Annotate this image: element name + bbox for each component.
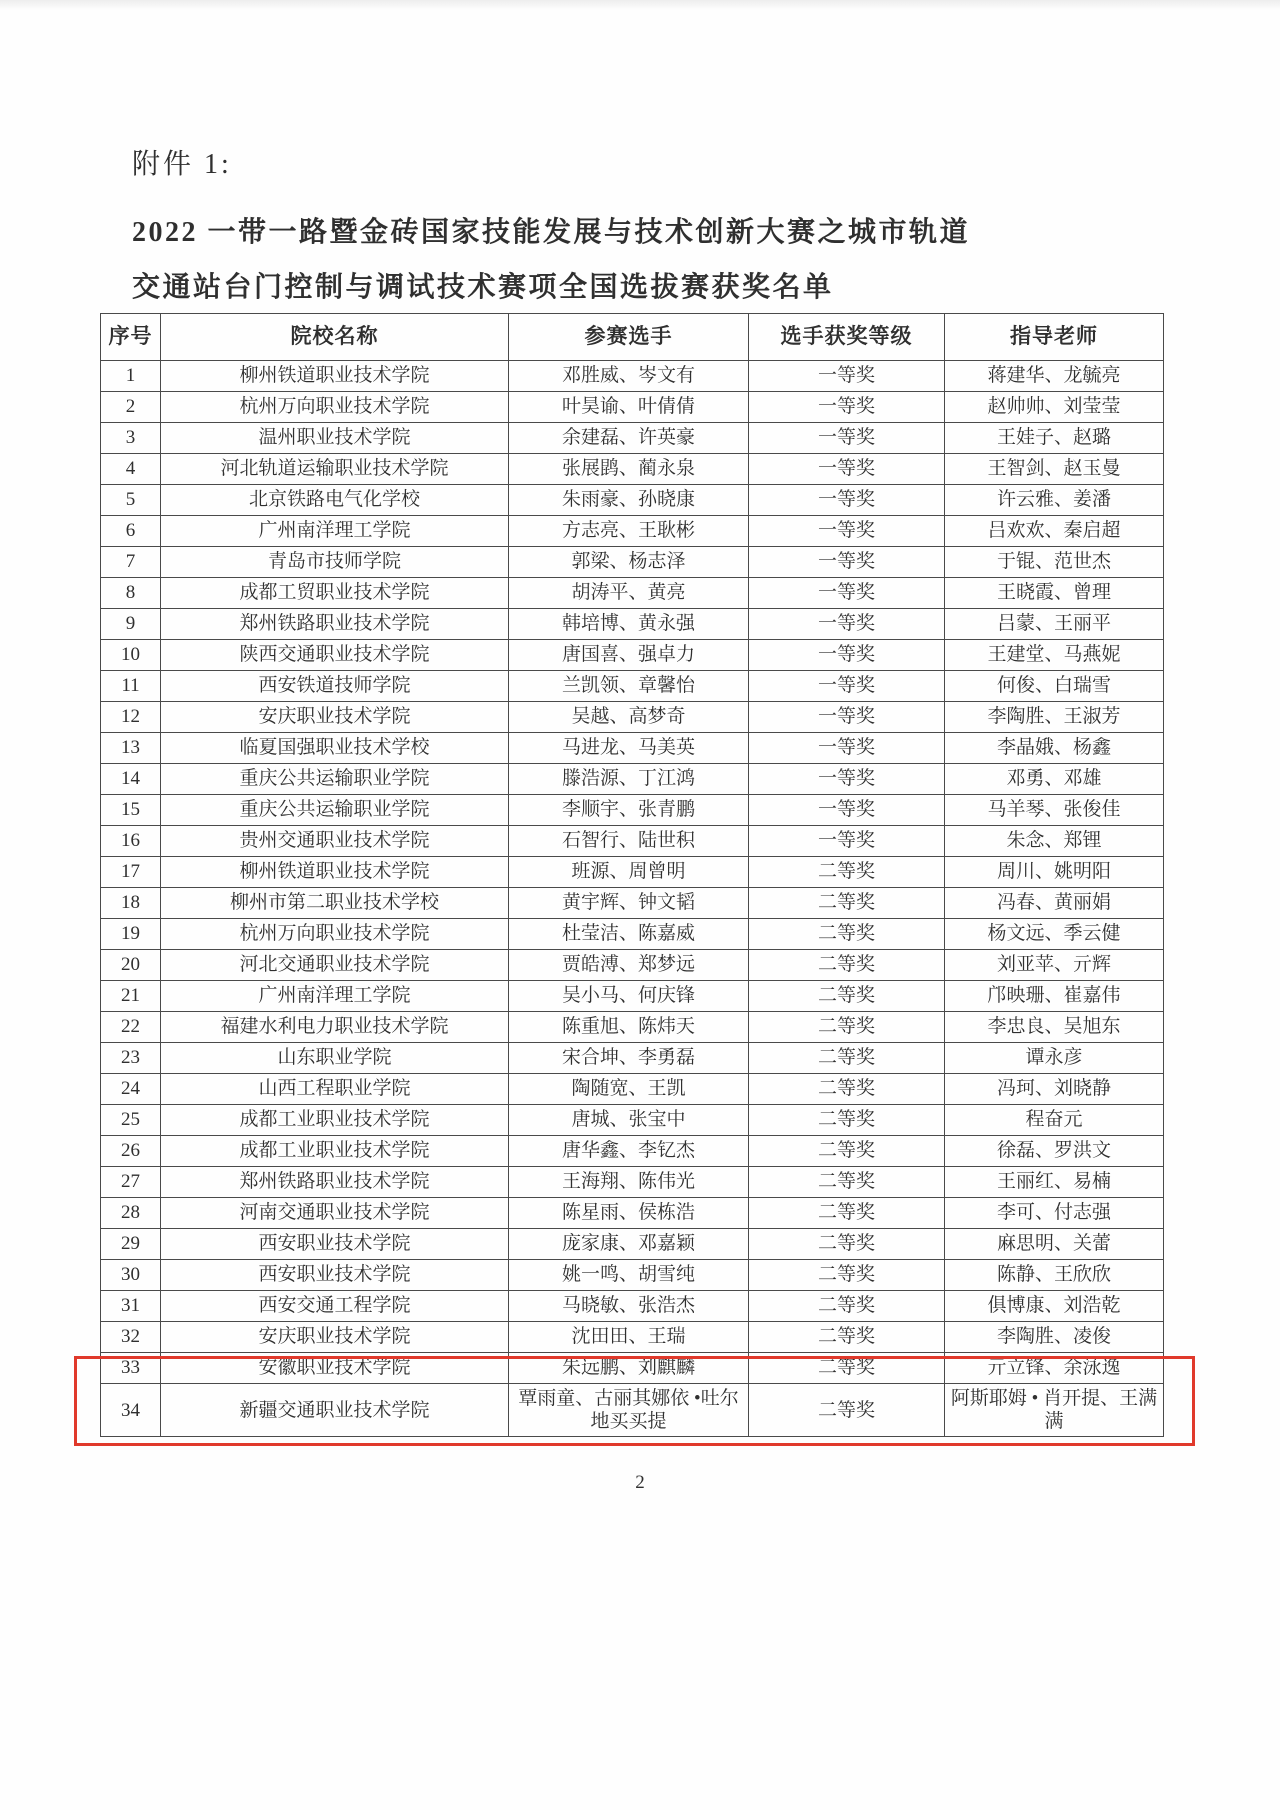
table-row — [101, 578, 1164, 609]
cell-school: 柳州铁道职业技术学院 — [161, 857, 509, 888]
table-row — [101, 1074, 1164, 1105]
cell-award: 二等奖 — [749, 919, 945, 950]
cell-contestants: 姚一鸣、胡雪纯 — [509, 1260, 749, 1291]
cell-contestants: 杜莹洁、陈嘉威 — [509, 919, 749, 950]
cell-award: 一等奖 — [749, 516, 945, 547]
cell-contestants: 贾皓溥、郑梦远 — [509, 950, 749, 981]
attachment-label: 附件 1: — [132, 149, 232, 180]
cell-no: 1 — [101, 361, 161, 392]
cell-school: 福建水利电力职业技术学院 — [161, 1012, 509, 1043]
table-row — [101, 454, 1164, 485]
cell-teachers: 朱念、郑锂 — [945, 826, 1164, 857]
cell-contestants: 班源、周曾明 — [509, 857, 749, 888]
cell-award: 二等奖 — [749, 1043, 945, 1074]
document-title-line1: 2022 一带一路暨金砖国家技能发展与技术创新大赛之城市轨道 — [132, 217, 971, 248]
cell-school: 温州职业技术学院 — [161, 423, 509, 454]
cell-school: 广州南洋理工学院 — [161, 981, 509, 1012]
table-row — [101, 826, 1164, 857]
cell-teachers: 阿斯耶姆 • 肖开提、王满满 — [945, 1384, 1164, 1437]
cell-award: 一等奖 — [749, 826, 945, 857]
cell-award: 二等奖 — [749, 1353, 945, 1384]
cell-school: 西安职业技术学院 — [161, 1229, 509, 1260]
cell-school: 柳州铁道职业技术学院 — [161, 361, 509, 392]
cell-no: 13 — [101, 733, 161, 764]
cell-contestants: 宋合坤、李勇磊 — [509, 1043, 749, 1074]
table-row — [101, 1043, 1164, 1074]
table-row — [101, 919, 1164, 950]
cell-no: 14 — [101, 764, 161, 795]
cell-teachers: 王娃子、赵璐 — [945, 423, 1164, 454]
header-row — [101, 314, 1164, 361]
awards-table — [100, 313, 1164, 1437]
cell-no: 9 — [101, 609, 161, 640]
cell-teachers: 王智剑、赵玉曼 — [945, 454, 1164, 485]
awards-table-header — [101, 314, 1164, 361]
cell-school: 山东职业学院 — [161, 1043, 509, 1074]
cell-teachers: 许云雅、姜潘 — [945, 485, 1164, 516]
cell-contestants: 郭梁、杨志泽 — [509, 547, 749, 578]
cell-teachers: 李可、付志强 — [945, 1198, 1164, 1229]
cell-no: 22 — [101, 1012, 161, 1043]
cell-contestants: 覃雨童、古丽其娜依 •吐尔地买买提 — [509, 1384, 749, 1437]
cell-no: 2 — [101, 392, 161, 423]
cell-school: 陕西交通职业技术学院 — [161, 640, 509, 671]
cell-award: 二等奖 — [749, 1167, 945, 1198]
column-header-school: 院校名称 — [161, 314, 509, 361]
cell-contestants: 张展鹍、蔺永泉 — [509, 454, 749, 485]
cell-teachers: 李忠良、吴旭东 — [945, 1012, 1164, 1043]
table-row — [101, 950, 1164, 981]
cell-no: 29 — [101, 1229, 161, 1260]
cell-contestants: 兰凯领、章馨怡 — [509, 671, 749, 702]
cell-contestants: 沈田田、王瑞 — [509, 1322, 749, 1353]
cell-teachers: 邓勇、邓雄 — [945, 764, 1164, 795]
table-row — [101, 392, 1164, 423]
table-row — [101, 702, 1164, 733]
cell-no: 7 — [101, 547, 161, 578]
awards-table-body — [101, 361, 1164, 1437]
table-row — [101, 1291, 1164, 1322]
table-row — [101, 1136, 1164, 1167]
cell-school: 重庆公共运输职业学院 — [161, 764, 509, 795]
cell-no: 15 — [101, 795, 161, 826]
table-row — [101, 857, 1164, 888]
column-header-teachers: 指导老师 — [945, 314, 1164, 361]
cell-award: 一等奖 — [749, 702, 945, 733]
cell-teachers: 赵帅帅、刘莹莹 — [945, 392, 1164, 423]
cell-award: 二等奖 — [749, 1012, 945, 1043]
cell-no: 34 — [101, 1384, 161, 1437]
cell-award: 二等奖 — [749, 1384, 945, 1437]
cell-teachers: 王丽红、易楠 — [945, 1167, 1164, 1198]
cell-teachers: 王晓霞、曾理 — [945, 578, 1164, 609]
cell-contestants: 唐国喜、强卓力 — [509, 640, 749, 671]
cell-contestants: 叶昊谕、叶倩倩 — [509, 392, 749, 423]
cell-award: 二等奖 — [749, 1105, 945, 1136]
cell-teachers: 李晶娥、杨鑫 — [945, 733, 1164, 764]
cell-teachers: 蒋建华、龙毓亮 — [945, 361, 1164, 392]
cell-contestants: 马晓敏、张浩杰 — [509, 1291, 749, 1322]
cell-teachers: 杨文远、季云健 — [945, 919, 1164, 950]
cell-award: 一等奖 — [749, 795, 945, 826]
cell-award: 一等奖 — [749, 671, 945, 702]
table-row — [101, 1353, 1164, 1384]
table-row — [101, 888, 1164, 919]
cell-award: 一等奖 — [749, 609, 945, 640]
cell-school: 重庆公共运输职业学院 — [161, 795, 509, 826]
table-row — [101, 1198, 1164, 1229]
cell-contestants: 吴越、高梦奇 — [509, 702, 749, 733]
cell-award: 二等奖 — [749, 888, 945, 919]
cell-teachers: 何俊、白瑞雪 — [945, 671, 1164, 702]
cell-school: 贵州交通职业技术学院 — [161, 826, 509, 857]
cell-award: 二等奖 — [749, 1291, 945, 1322]
cell-no: 23 — [101, 1043, 161, 1074]
cell-no: 11 — [101, 671, 161, 702]
cell-no: 17 — [101, 857, 161, 888]
cell-school: 成都工业职业技术学院 — [161, 1136, 509, 1167]
table-row — [101, 1229, 1164, 1260]
cell-school: 成都工业职业技术学院 — [161, 1105, 509, 1136]
cell-no: 16 — [101, 826, 161, 857]
cell-no: 10 — [101, 640, 161, 671]
cell-teachers: 吕蒙、王丽平 — [945, 609, 1164, 640]
cell-school: 杭州万向职业技术学院 — [161, 392, 509, 423]
column-header-contestants: 参赛选手 — [509, 314, 749, 361]
cell-award: 一等奖 — [749, 578, 945, 609]
cell-no: 20 — [101, 950, 161, 981]
cell-school: 杭州万向职业技术学院 — [161, 919, 509, 950]
cell-school: 青岛市技师学院 — [161, 547, 509, 578]
cell-teachers: 冯珂、刘晓静 — [945, 1074, 1164, 1105]
cell-teachers: 邝映珊、崔嘉伟 — [945, 981, 1164, 1012]
document-title — [132, 205, 1132, 315]
document-title-line2: 交通站台门控制与调试技术赛项全国选拔赛获奖名单 — [132, 272, 834, 303]
cell-no: 27 — [101, 1167, 161, 1198]
cell-teachers: 徐磊、罗洪文 — [945, 1136, 1164, 1167]
table-row — [101, 640, 1164, 671]
table-row — [101, 1322, 1164, 1353]
cell-teachers: 陈静、王欣欣 — [945, 1260, 1164, 1291]
table-row — [101, 609, 1164, 640]
cell-award: 一等奖 — [749, 547, 945, 578]
cell-contestants: 陶随宽、王凯 — [509, 1074, 749, 1105]
table-row — [101, 1012, 1164, 1043]
cell-school: 北京铁路电气化学校 — [161, 485, 509, 516]
cell-contestants: 王海翔、陈伟光 — [509, 1167, 749, 1198]
column-header-no: 序号 — [101, 314, 161, 361]
cell-school: 广州南洋理工学院 — [161, 516, 509, 547]
cell-no: 5 — [101, 485, 161, 516]
cell-contestants: 黄宇辉、钟文韬 — [509, 888, 749, 919]
cell-no: 12 — [101, 702, 161, 733]
cell-no: 30 — [101, 1260, 161, 1291]
cell-school: 新疆交通职业技术学院 — [161, 1384, 509, 1437]
cell-teachers: 谭永彦 — [945, 1043, 1164, 1074]
cell-award: 二等奖 — [749, 857, 945, 888]
cell-award: 二等奖 — [749, 1229, 945, 1260]
cell-contestants: 朱远鹏、刘麒麟 — [509, 1353, 749, 1384]
cell-no: 3 — [101, 423, 161, 454]
cell-award: 一等奖 — [749, 764, 945, 795]
cell-school: 山西工程职业学院 — [161, 1074, 509, 1105]
table-row — [101, 1167, 1164, 1198]
cell-school: 安庆职业技术学院 — [161, 1322, 509, 1353]
table-row — [101, 981, 1164, 1012]
cell-school: 河北轨道运输职业技术学院 — [161, 454, 509, 485]
cell-no: 8 — [101, 578, 161, 609]
cell-teachers: 于锟、范世杰 — [945, 547, 1164, 578]
cell-teachers: 李陶胜、王淑芳 — [945, 702, 1164, 733]
cell-no: 21 — [101, 981, 161, 1012]
cell-no: 32 — [101, 1322, 161, 1353]
cell-contestants: 朱雨豪、孙晓康 — [509, 485, 749, 516]
cell-award: 二等奖 — [749, 1136, 945, 1167]
cell-school: 西安职业技术学院 — [161, 1260, 509, 1291]
cell-school: 临夏国强职业技术学校 — [161, 733, 509, 764]
table-row — [101, 1105, 1164, 1136]
cell-contestants: 方志亮、王耿彬 — [509, 516, 749, 547]
cell-award: 二等奖 — [749, 1198, 945, 1229]
cell-school: 西安交通工程学院 — [161, 1291, 509, 1322]
cell-teachers: 俱博康、刘浩乾 — [945, 1291, 1164, 1322]
cell-contestants: 胡涛平、黄亮 — [509, 578, 749, 609]
table-row — [101, 361, 1164, 392]
table-row — [101, 547, 1164, 578]
cell-school: 西安铁道技师学院 — [161, 671, 509, 702]
cell-no: 26 — [101, 1136, 161, 1167]
cell-no: 18 — [101, 888, 161, 919]
cell-award: 一等奖 — [749, 485, 945, 516]
cell-teachers: 冯春、黄丽娟 — [945, 888, 1164, 919]
cell-teachers: 麻思明、关蕾 — [945, 1229, 1164, 1260]
cell-award: 一等奖 — [749, 640, 945, 671]
cell-contestants: 石智行、陆世积 — [509, 826, 749, 857]
cell-contestants: 陈重旭、陈炜天 — [509, 1012, 749, 1043]
cell-contestants: 余建磊、许英豪 — [509, 423, 749, 454]
cell-contestants: 唐华鑫、李钇杰 — [509, 1136, 749, 1167]
table-row-highlighted — [101, 1384, 1164, 1437]
cell-school: 河南交通职业技术学院 — [161, 1198, 509, 1229]
cell-contestants: 吴小马、何庆锋 — [509, 981, 749, 1012]
table-row — [101, 733, 1164, 764]
cell-no: 4 — [101, 454, 161, 485]
cell-contestants: 邓胜威、岑文有 — [509, 361, 749, 392]
cell-award: 二等奖 — [749, 1260, 945, 1291]
cell-teachers: 周川、姚明阳 — [945, 857, 1164, 888]
page-number: 2 — [635, 1472, 645, 1493]
table-row — [101, 764, 1164, 795]
cell-contestants: 韩培博、黄永强 — [509, 609, 749, 640]
cell-school: 郑州铁路职业技术学院 — [161, 609, 509, 640]
cell-contestants: 唐城、张宝中 — [509, 1105, 749, 1136]
cell-contestants: 李顺宇、张青鹏 — [509, 795, 749, 826]
cell-no: 24 — [101, 1074, 161, 1105]
cell-no: 25 — [101, 1105, 161, 1136]
cell-no: 33 — [101, 1353, 161, 1384]
cell-no: 19 — [101, 919, 161, 950]
awards-table-wrap — [100, 313, 1163, 1437]
cell-contestants: 滕浩源、丁江鸿 — [509, 764, 749, 795]
table-row — [101, 485, 1164, 516]
cell-award: 一等奖 — [749, 423, 945, 454]
cell-teachers: 刘亚苹、亓辉 — [945, 950, 1164, 981]
cell-teachers: 李陶胜、凌俊 — [945, 1322, 1164, 1353]
cell-school: 河北交通职业技术学院 — [161, 950, 509, 981]
cell-award: 二等奖 — [749, 950, 945, 981]
cell-no: 6 — [101, 516, 161, 547]
column-header-award: 选手获奖等级 — [749, 314, 945, 361]
cell-no: 28 — [101, 1198, 161, 1229]
table-row — [101, 1260, 1164, 1291]
cell-school: 安庆职业技术学院 — [161, 702, 509, 733]
cell-school: 柳州市第二职业技术学校 — [161, 888, 509, 919]
table-row — [101, 671, 1164, 702]
cell-award: 二等奖 — [749, 1074, 945, 1105]
cell-school: 郑州铁路职业技术学院 — [161, 1167, 509, 1198]
cell-teachers: 程奋元 — [945, 1105, 1164, 1136]
cell-award: 一等奖 — [749, 454, 945, 485]
cell-teachers: 王建堂、马燕妮 — [945, 640, 1164, 671]
table-row — [101, 795, 1164, 826]
table-row — [101, 516, 1164, 547]
cell-award: 一等奖 — [749, 361, 945, 392]
cell-school: 成都工贸职业技术学院 — [161, 578, 509, 609]
cell-award: 一等奖 — [749, 733, 945, 764]
cell-contestants: 陈星雨、侯栋浩 — [509, 1198, 749, 1229]
cell-teachers: 亓立锋、余泳逸 — [945, 1353, 1164, 1384]
cell-school: 安徽职业技术学院 — [161, 1353, 509, 1384]
cell-teachers: 吕欢欢、秦启超 — [945, 516, 1164, 547]
cell-contestants: 马进龙、马美英 — [509, 733, 749, 764]
cell-award: 二等奖 — [749, 981, 945, 1012]
cell-teachers: 马羊琴、张俊佳 — [945, 795, 1164, 826]
cell-contestants: 庞家康、邓嘉颖 — [509, 1229, 749, 1260]
cell-award: 二等奖 — [749, 1322, 945, 1353]
cell-award: 一等奖 — [749, 392, 945, 423]
cell-no: 31 — [101, 1291, 161, 1322]
table-row — [101, 423, 1164, 454]
